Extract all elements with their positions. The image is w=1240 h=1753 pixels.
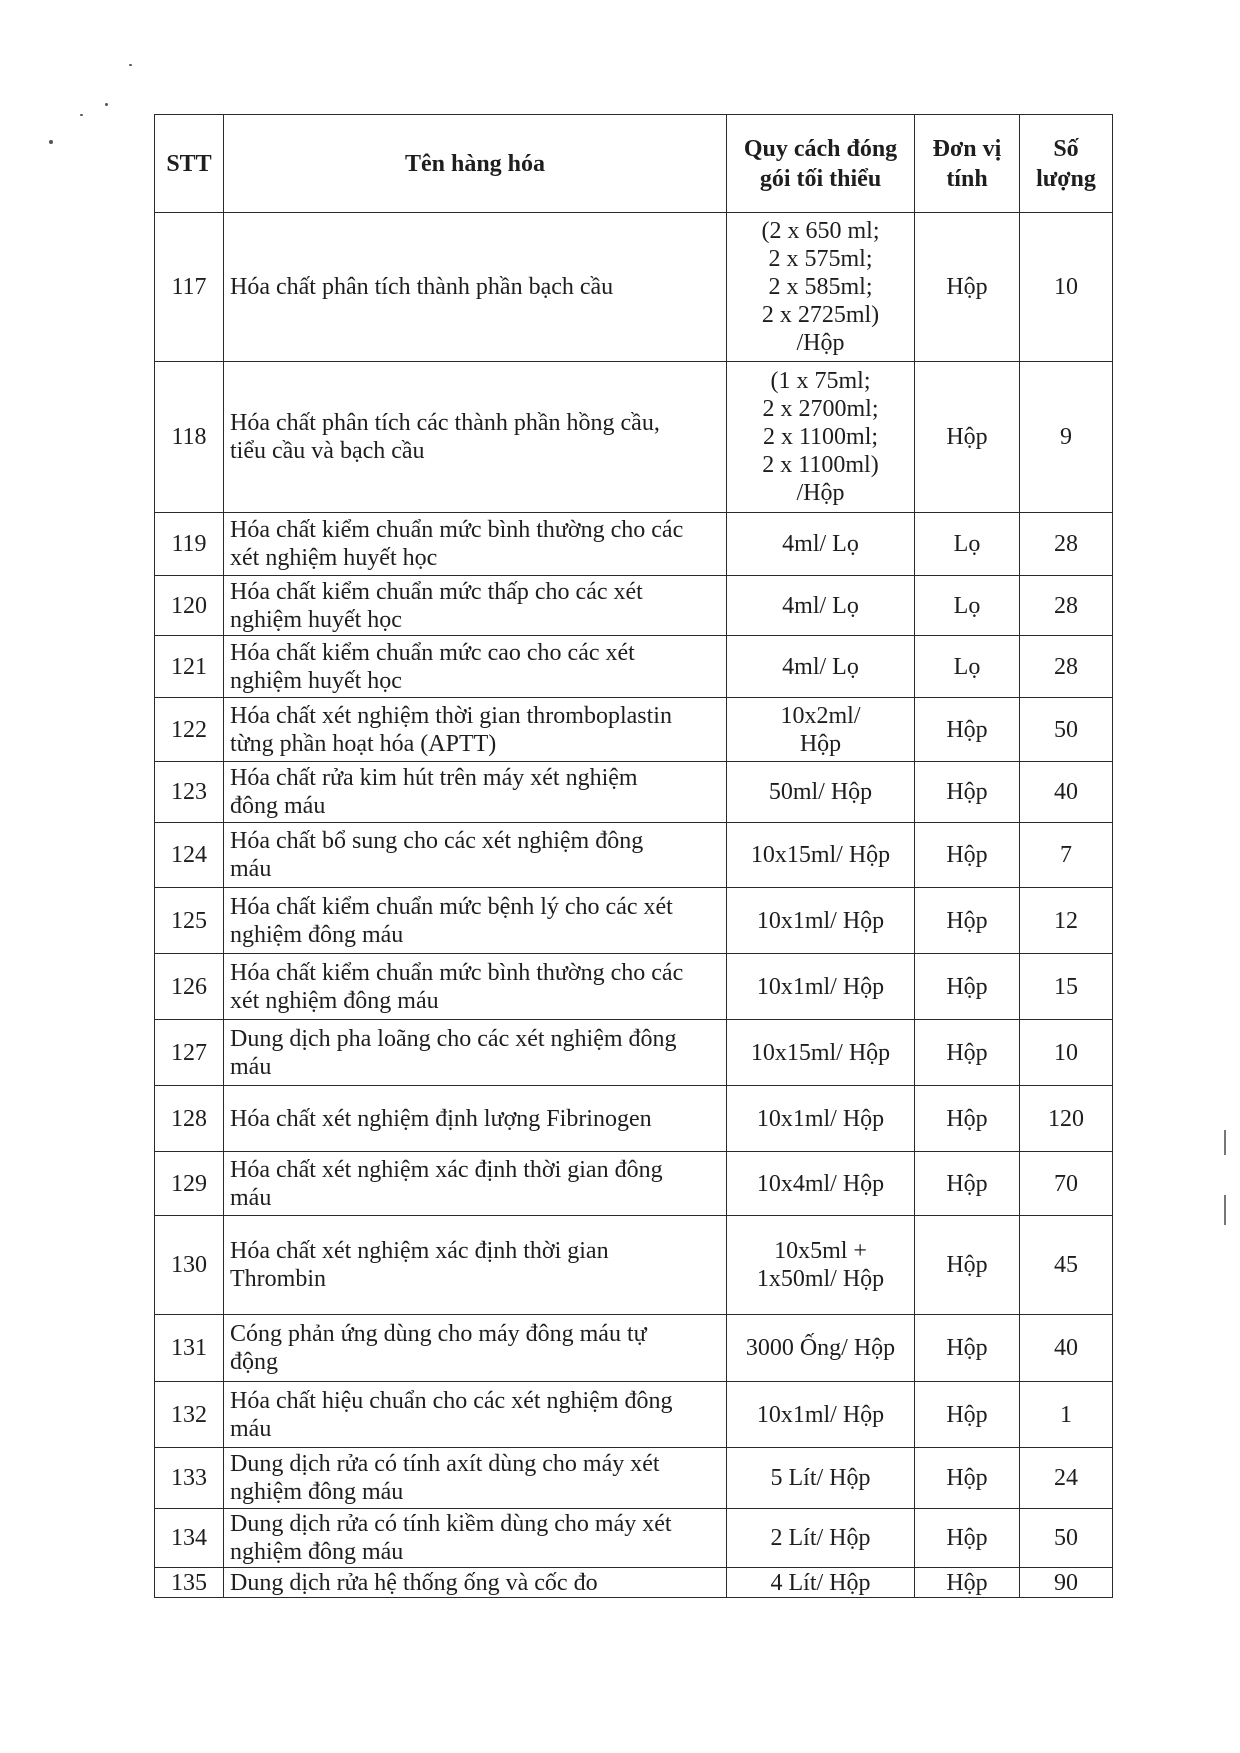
- cell-name-line: xét nghiệm đông máu: [230, 987, 439, 1014]
- scan-mark: [1224, 1195, 1226, 1225]
- cell-pack-line: 10x1ml/ Hộp: [756, 907, 885, 934]
- cell-pack-line: (1 x 75ml;: [770, 368, 871, 394]
- cell-stt: 121: [155, 636, 224, 698]
- cell-pack-line: 50ml/ Hộp: [768, 779, 873, 805]
- cell-pack: [727, 636, 915, 698]
- table-row: [155, 1509, 1113, 1568]
- cell-qty: 1: [1020, 1382, 1113, 1448]
- cell-name: [224, 1448, 727, 1509]
- cell-pack: [727, 1568, 915, 1598]
- scan-mark: [1224, 1130, 1226, 1155]
- cell-stt: 125: [155, 888, 224, 954]
- cell-qty: 12: [1020, 888, 1113, 954]
- cell-name-line: Hóa chất phân tích thành phần bạch cầu: [230, 274, 614, 300]
- cell-name-line: Hóa chất phân tích các thành phần hồng cầu,: [230, 410, 660, 436]
- cell-stt: 118: [155, 362, 224, 513]
- cell-unit: Hộp: [915, 1448, 1020, 1509]
- cell-unit: Hộp: [915, 888, 1020, 954]
- cell-qty: 28: [1020, 576, 1113, 636]
- cell-name: [224, 1086, 727, 1152]
- cell-name-line: từng phần hoạt hóa (APTT): [230, 730, 497, 757]
- header-pack-line: Quy cách đóng: [743, 135, 898, 162]
- cell-name: [224, 213, 727, 362]
- cell-stt: 131: [155, 1315, 224, 1382]
- cell-pack: [727, 888, 915, 954]
- cell-name-line: Dung dịch rửa có tính kiềm dùng cho máy xét: [230, 1511, 672, 1537]
- cell-pack-line: 10x4ml/ Hộp: [756, 1170, 885, 1197]
- scan-speck: [80, 114, 83, 116]
- table-row: [155, 954, 1113, 1020]
- table-row: [155, 698, 1113, 762]
- cell-name-line: nghiệm huyết học: [230, 667, 402, 694]
- table-row: [155, 513, 1113, 576]
- cell-pack-line: 2 x 2725ml): [761, 302, 880, 328]
- cell-pack: [727, 762, 915, 823]
- table-row: [155, 362, 1113, 513]
- cell-pack-line: 10x5ml +: [774, 1238, 867, 1264]
- cell-unit: Hộp: [915, 762, 1020, 823]
- header-row: [155, 115, 1113, 213]
- table-row: [155, 1086, 1113, 1152]
- header-unit-line: Đơn vị: [932, 135, 1002, 162]
- table-row: [155, 1315, 1113, 1382]
- cell-pack-line: 4ml/ Lọ: [782, 653, 859, 680]
- cell-pack-line: 2 x 1100ml): [762, 452, 879, 478]
- table-row: [155, 213, 1113, 362]
- cell-stt: 135: [155, 1568, 224, 1598]
- header-name: Tên hàng hóa: [224, 115, 727, 213]
- cell-name-line: Hóa chất kiểm chuẩn mức bệnh lý cho các xét: [230, 893, 673, 920]
- cell-unit: Hộp: [915, 1315, 1020, 1382]
- cell-pack: [727, 362, 915, 513]
- cell-qty: 50: [1020, 698, 1113, 762]
- cell-name-line: động: [230, 1349, 278, 1375]
- cell-stt: 122: [155, 698, 224, 762]
- cell-unit: Hộp: [915, 1568, 1020, 1598]
- cell-name-line: Hóa chất rửa kim hút trên máy xét nghiệm: [230, 765, 638, 791]
- cell-qty: 50: [1020, 1509, 1113, 1568]
- table-row: [155, 1448, 1113, 1509]
- cell-qty: 15: [1020, 954, 1113, 1020]
- cell-stt: 129: [155, 1152, 224, 1216]
- cell-qty: 45: [1020, 1216, 1113, 1315]
- cell-name: [224, 1152, 727, 1216]
- cell-unit: Hộp: [915, 1086, 1020, 1152]
- cell-qty: 7: [1020, 823, 1113, 888]
- cell-name: [224, 636, 727, 698]
- cell-qty: 10: [1020, 213, 1113, 362]
- cell-unit: Hộp: [915, 954, 1020, 1020]
- cell-pack-line: 3000 Ống/ Hộp: [745, 1335, 896, 1361]
- cell-pack-line: 5 Lít/ Hộp: [770, 1465, 871, 1491]
- cell-pack-line: 2 x 575ml;: [768, 246, 873, 272]
- table-row: [155, 1152, 1113, 1216]
- cell-name-line: Hóa chất kiểm chuẩn mức cao cho các xét: [230, 639, 635, 666]
- cell-name-line: máu: [230, 856, 272, 882]
- cell-name-line: xét nghiệm huyết học: [230, 545, 438, 571]
- cell-pack-line: (2 x 650 ml;: [761, 218, 880, 244]
- cell-qty: 90: [1020, 1568, 1113, 1598]
- cell-qty: 10: [1020, 1020, 1113, 1086]
- cell-qty: 70: [1020, 1152, 1113, 1216]
- table-row: [155, 1382, 1113, 1448]
- cell-qty: 120: [1020, 1086, 1113, 1152]
- cell-name-line: Dung dịch pha loãng cho các xét nghiệm đông: [230, 1025, 677, 1052]
- cell-name-line: Dung dịch rửa có tính axít dùng cho máy xét: [230, 1451, 660, 1477]
- header-qty-line: lượng: [1036, 165, 1096, 192]
- cell-name: [224, 1315, 727, 1382]
- table-row: [155, 823, 1113, 888]
- cell-unit: Hộp: [915, 1216, 1020, 1315]
- cell-name-line: nghiệm đông máu: [230, 1479, 404, 1505]
- cell-unit: Hộp: [915, 698, 1020, 762]
- cell-pack: [727, 1382, 915, 1448]
- cell-pack-line: /Hộp: [796, 330, 845, 356]
- cell-name-line: Cóng phản ứng dùng cho máy đông máu tự: [230, 1321, 647, 1347]
- scan-speck: [129, 64, 132, 66]
- cell-pack: [727, 823, 915, 888]
- cell-pack-line: 10x1ml/ Hộp: [756, 1105, 885, 1132]
- cell-pack-line: 4 Lít/ Hộp: [770, 1569, 871, 1596]
- cell-name-line: máu: [230, 1053, 272, 1080]
- table-body: [155, 213, 1113, 1598]
- header-pack-line: gói tối thiểu: [759, 165, 882, 192]
- cell-pack-line: 10x15ml/ Hộp: [750, 842, 891, 868]
- cell-pack-line: 10x15ml/ Hộp: [750, 1039, 891, 1066]
- cell-qty: 28: [1020, 636, 1113, 698]
- cell-name: [224, 888, 727, 954]
- cell-pack: [727, 1216, 915, 1315]
- cell-pack: [727, 576, 915, 636]
- cell-pack-line: 2 Lít/ Hộp: [770, 1525, 871, 1551]
- cell-unit: Hộp: [915, 1152, 1020, 1216]
- goods-table: [154, 114, 1113, 1598]
- table-row: [155, 888, 1113, 954]
- cell-name-line: Hóa chất kiểm chuẩn mức thấp cho các xét: [230, 578, 643, 605]
- table-row: [155, 636, 1113, 698]
- cell-stt: 133: [155, 1448, 224, 1509]
- cell-stt: 127: [155, 1020, 224, 1086]
- cell-pack-line: 2 x 585ml;: [768, 274, 873, 300]
- cell-stt: 124: [155, 823, 224, 888]
- cell-pack-line: 1x50ml/ Hộp: [756, 1266, 885, 1292]
- cell-name-line: Hóa chất kiểm chuẩn mức bình thường cho các: [230, 959, 684, 986]
- cell-name: [224, 1216, 727, 1315]
- cell-name: [224, 823, 727, 888]
- cell-stt: 123: [155, 762, 224, 823]
- header-qty: [1020, 115, 1113, 213]
- cell-stt: 132: [155, 1382, 224, 1448]
- cell-pack: [727, 1509, 915, 1568]
- cell-name-line: Hóa chất xét nghiệm xác định thời gian đông: [230, 1156, 663, 1183]
- table-row: [155, 1568, 1113, 1598]
- cell-pack: [727, 513, 915, 576]
- cell-pack-line: 2 x 1100ml;: [762, 424, 879, 450]
- cell-qty: 9: [1020, 362, 1113, 513]
- cell-name: [224, 954, 727, 1020]
- cell-name-line: Hóa chất kiểm chuẩn mức bình thường cho các: [230, 517, 684, 543]
- cell-pack: [727, 954, 915, 1020]
- cell-name-line: máu: [230, 1184, 272, 1211]
- table-row: [155, 1216, 1113, 1315]
- cell-unit: Hộp: [915, 1509, 1020, 1568]
- cell-unit: Lọ: [915, 636, 1020, 698]
- cell-stt: 126: [155, 954, 224, 1020]
- cell-name-line: Hóa chất hiệu chuẩn cho các xét nghiệm đông: [230, 1387, 673, 1414]
- cell-name: [224, 1382, 727, 1448]
- cell-stt: 120: [155, 576, 224, 636]
- table-row: [155, 576, 1113, 636]
- cell-pack: [727, 698, 915, 762]
- cell-pack-line: 10x1ml/ Hộp: [756, 1401, 885, 1428]
- cell-pack: [727, 1448, 915, 1509]
- cell-unit: Hộp: [915, 213, 1020, 362]
- table-row: [155, 762, 1113, 823]
- cell-qty: 40: [1020, 762, 1113, 823]
- cell-pack-line: 2 x 2700ml;: [762, 396, 879, 422]
- cell-pack: [727, 1020, 915, 1086]
- cell-unit: Lọ: [915, 576, 1020, 636]
- scan-speck: [49, 140, 53, 144]
- cell-stt: 128: [155, 1086, 224, 1152]
- cell-name-line: nghiệm đông máu: [230, 1539, 404, 1565]
- cell-pack-line: 4ml/ Lọ: [782, 592, 859, 619]
- cell-pack: [727, 1152, 915, 1216]
- cell-pack-line: 4ml/ Lọ: [782, 531, 859, 557]
- cell-stt: 119: [155, 513, 224, 576]
- header-stt: STT: [155, 115, 224, 213]
- cell-stt: 134: [155, 1509, 224, 1568]
- cell-name: [224, 1509, 727, 1568]
- cell-unit: Lọ: [915, 513, 1020, 576]
- cell-name-line: Hóa chất xét nghiệm định lượng Fibrinogen: [230, 1105, 652, 1132]
- cell-name-line: Hóa chất bổ sung cho các xét nghiệm đông: [230, 828, 644, 854]
- table-row: [155, 1020, 1113, 1086]
- cell-name-line: Hóa chất xét nghiệm xác định thời gian: [230, 1238, 609, 1264]
- cell-name: [224, 576, 727, 636]
- cell-name-line: nghiệm đông máu: [230, 921, 404, 948]
- header-qty-line: Số: [1053, 135, 1079, 162]
- cell-name-line: nghiệm huyết học: [230, 606, 402, 633]
- cell-pack-line: /Hộp: [796, 480, 845, 506]
- cell-unit: Hộp: [915, 1020, 1020, 1086]
- cell-stt: 130: [155, 1216, 224, 1315]
- header-pack: [727, 115, 915, 213]
- cell-pack: [727, 213, 915, 362]
- cell-name: [224, 1568, 727, 1598]
- cell-qty: 40: [1020, 1315, 1113, 1382]
- cell-stt: 117: [155, 213, 224, 362]
- cell-name-line: Hóa chất xét nghiệm thời gian thromboplastin: [230, 702, 672, 729]
- cell-name-line: Thrombin: [230, 1266, 326, 1292]
- cell-name: [224, 513, 727, 576]
- cell-name: [224, 698, 727, 762]
- cell-unit: Hộp: [915, 823, 1020, 888]
- cell-pack: [727, 1315, 915, 1382]
- cell-name-line: máu: [230, 1415, 272, 1442]
- cell-qty: 24: [1020, 1448, 1113, 1509]
- cell-unit: Hộp: [915, 1382, 1020, 1448]
- cell-pack: [727, 1086, 915, 1152]
- cell-name-line: tiểu cầu và bạch cầu: [230, 438, 425, 464]
- header-unit: [915, 115, 1020, 213]
- cell-name: [224, 1020, 727, 1086]
- scan-speck: [105, 103, 108, 106]
- header-unit-line: tính: [946, 165, 988, 192]
- cell-pack-line: 10x2ml/: [780, 702, 861, 729]
- cell-pack-line: 10x1ml/ Hộp: [756, 973, 885, 1000]
- cell-name: [224, 762, 727, 823]
- cell-pack-line: Hộp: [799, 730, 842, 757]
- cell-name-line: Dung dịch rửa hệ thống ống và cốc đo: [230, 1569, 598, 1596]
- cell-name-line: đông máu: [230, 793, 326, 819]
- cell-unit: Hộp: [915, 362, 1020, 513]
- cell-name: [224, 362, 727, 513]
- cell-qty: 28: [1020, 513, 1113, 576]
